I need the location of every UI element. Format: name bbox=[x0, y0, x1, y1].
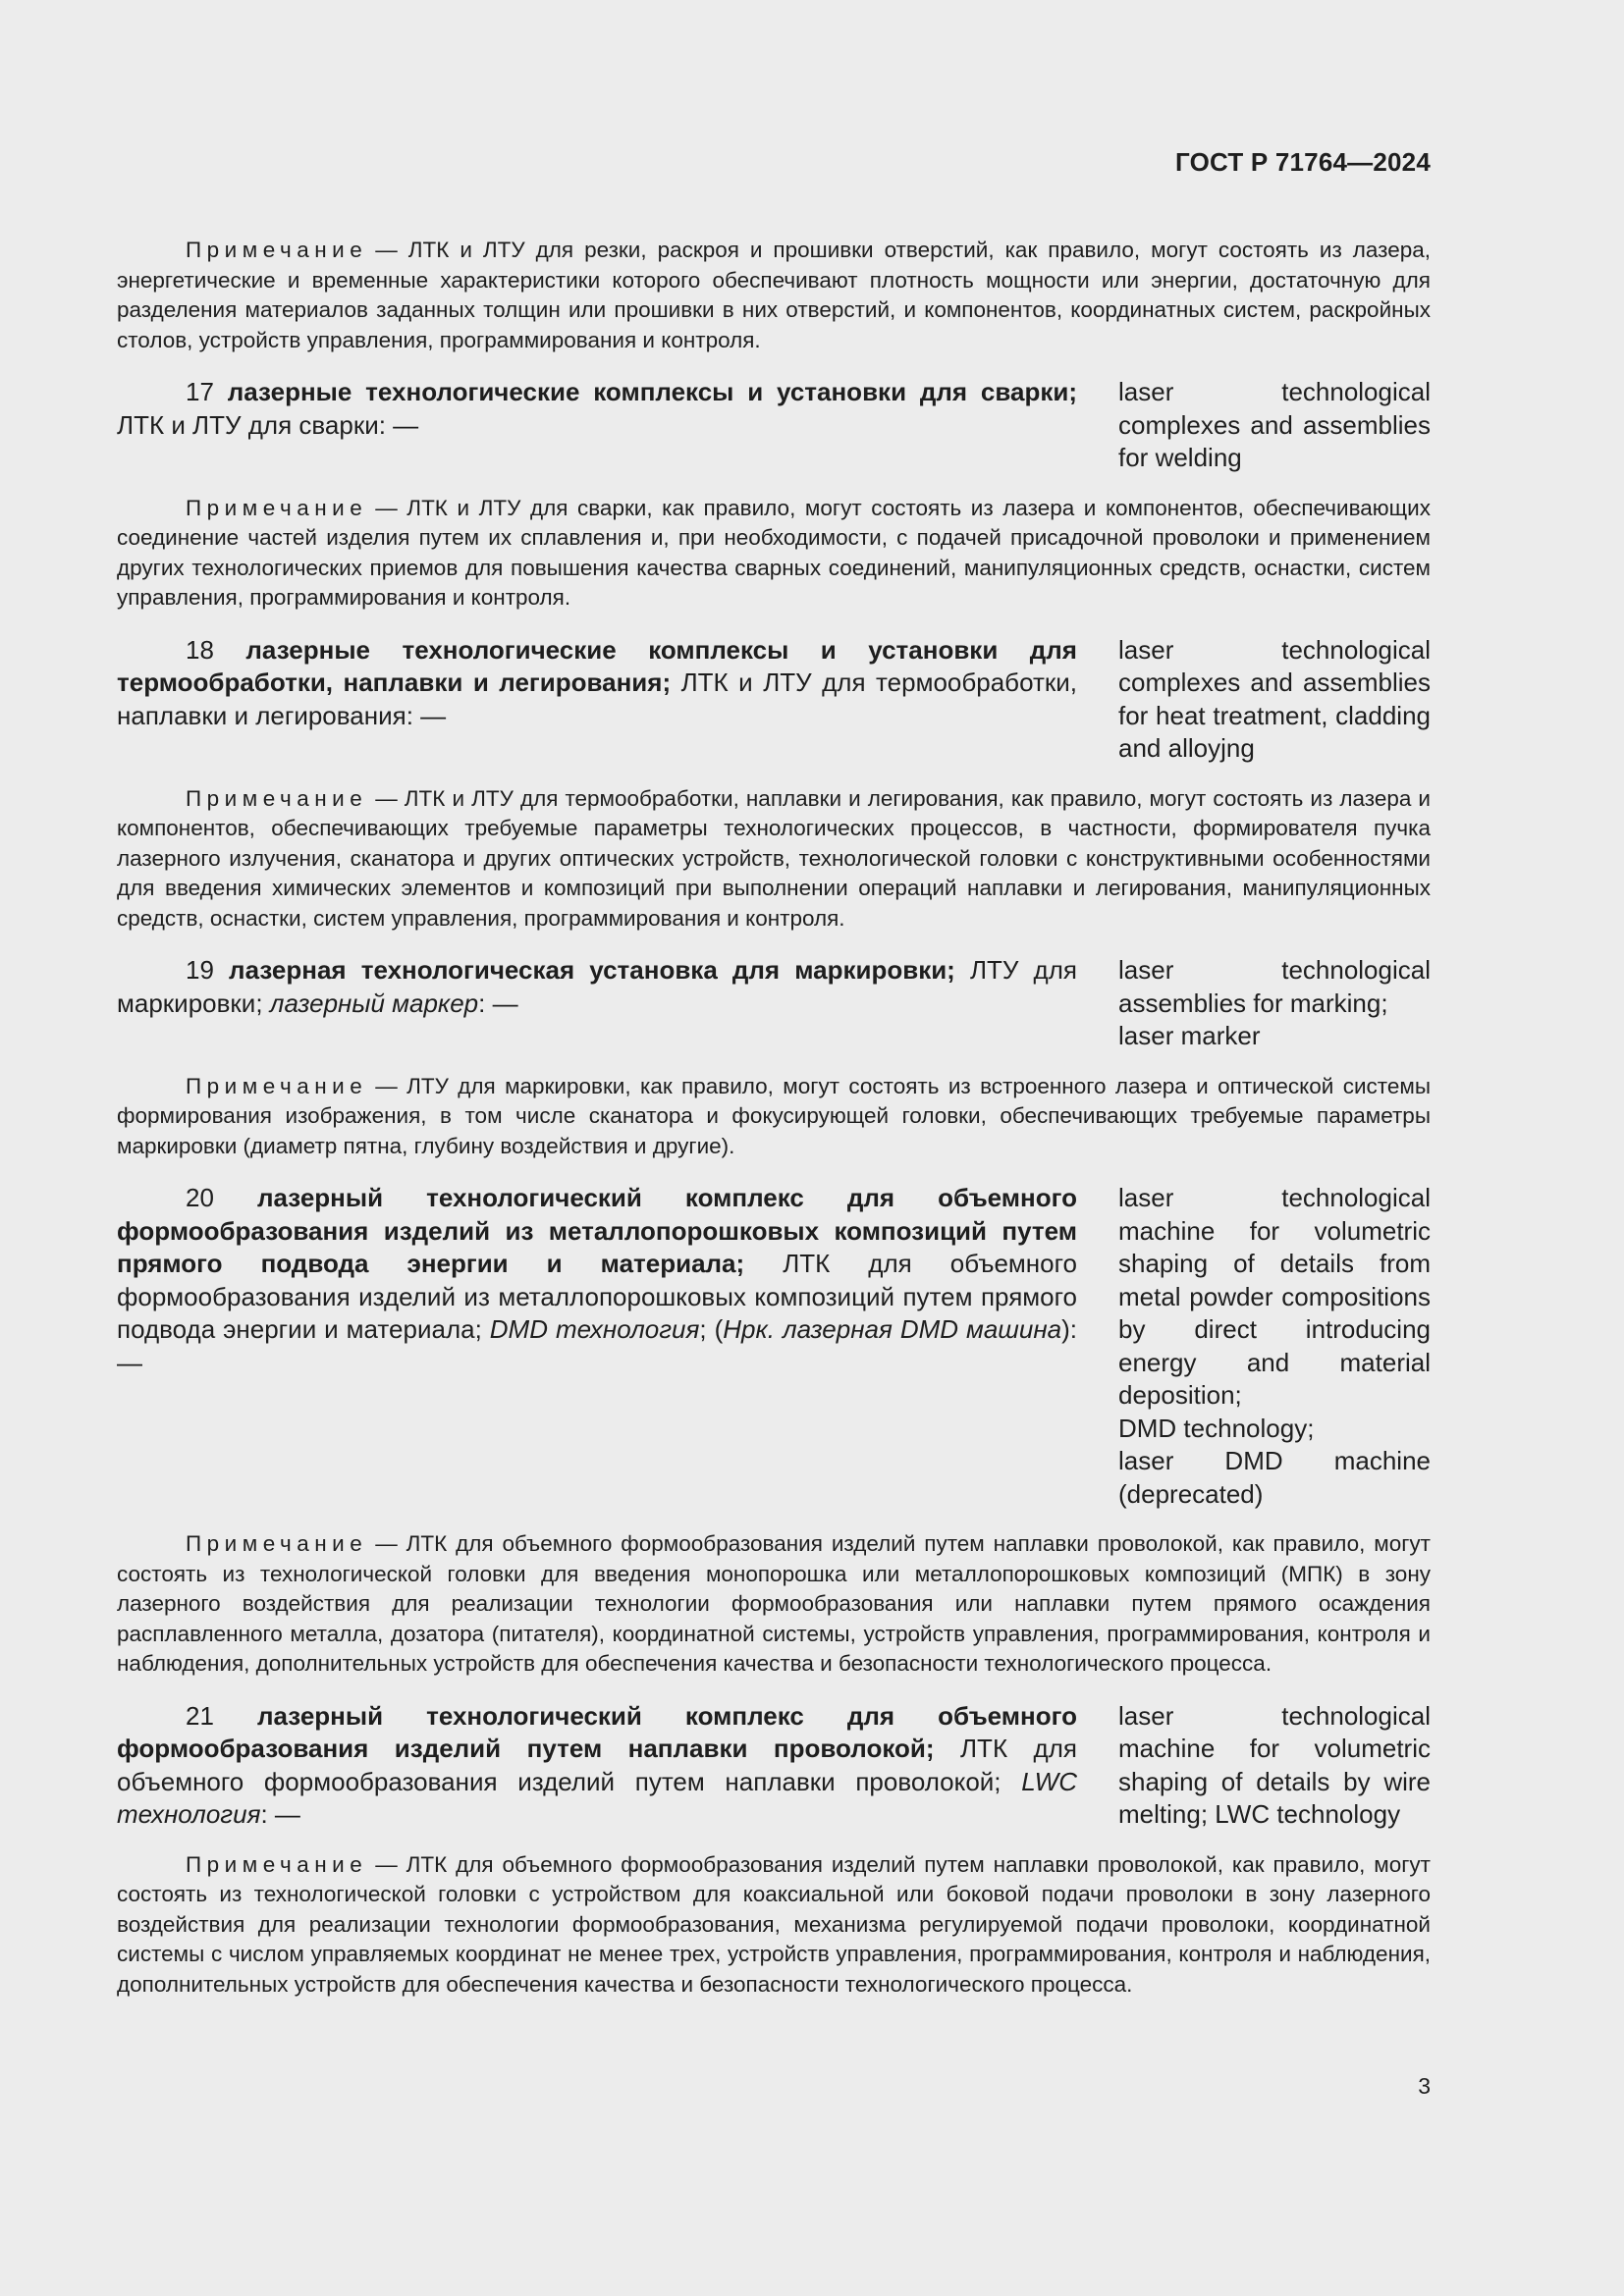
note-label: Примечание bbox=[186, 785, 368, 811]
note bbox=[117, 494, 1431, 614]
note-text: — ЛТК и ЛТУ для резки, раскроя и прошивки отверстий, как правило, могут состоять из лазера, энергетические и временные характеристики которого обеспечивают плотность мощности или энергии, достаточную для разделения материалов заданных толщин или прошивки в них отверстий, и компонентов, координатных систем, раскройных столов, устройств управления, программирования и контроля. bbox=[117, 238, 1431, 352]
term-en-line: laser technological machine for volumetric shaping of details by wire melting; LWC technology bbox=[1118, 1700, 1431, 1829]
term-title: лазерный технологический комплекс для объемного формообразования изделий из металлопорошковых композиций путем прямого подвода энергии и материала; bbox=[117, 1183, 1077, 1278]
term-entry bbox=[117, 954, 1431, 1053]
note-label: Примечание bbox=[186, 495, 368, 520]
term-ru bbox=[117, 376, 1077, 442]
term-title: лазерные технологические комплексы и установки для сварки; bbox=[227, 377, 1077, 406]
note-text: — ЛТК для объемного формообразования изделий путем наплавки проволокой, как правило, могут состоять из технологической головки для введения монопорошка или металлопорошковых композиций (МПК) в зону лазерного воздействия для реализации технологии формообразования или наплавки путем прямого осаждения расплавленного металла, дозатора (питателя), координатной системы, устройств управления, программирования, контроля и наблюдения, дополнительных устройств для обеспечения качества и безопасности технологического процесса. bbox=[117, 1531, 1431, 1676]
term-en-line: laser marker bbox=[1118, 1021, 1261, 1050]
note-text: — ЛТК для объемного формообразования изделий путем наплавки проволокой, как правило, могут состоять из технологической головки с устройством для коаксиальной или боковой подачи проволоки в зону лазерного воздействия для реализации технологии формообразования, механизма регулируемой подачи проволоки, координатной системы с числом управляемых координат не менее трех, устройств управления, программирования, контроля и наблюдения, дополнительных устройств для обеспечения качества и безопасности технологического процесса. bbox=[117, 1851, 1431, 1997]
term-en-line: laser technological complexes and assemblies for welding bbox=[1118, 377, 1431, 472]
term-tail: : — bbox=[478, 988, 518, 1018]
page-number: 3 bbox=[1418, 2073, 1431, 2099]
term-title: лазерный технологический комплекс для объемного формообразования изделий путем наплавки проволокой; bbox=[117, 1700, 1077, 1763]
document-body bbox=[117, 236, 1431, 2020]
term-en bbox=[1118, 634, 1431, 766]
term-en bbox=[1118, 1182, 1431, 1511]
term-en-line: laser technological assemblies for marking; bbox=[1118, 955, 1431, 1018]
term-number: 21 bbox=[186, 1700, 214, 1731]
term-number: 20 bbox=[186, 1183, 214, 1212]
note-text: — ЛТУ для маркировки, как правило, могут состоять из встроенного лазера и оптической системы формирования изображения, в том числе сканатора и фокусирующей головки, обеспечивающих требуемые параметры маркировки (диаметр пятна, глубину воздействия и другие). bbox=[117, 1073, 1431, 1158]
term-synonyms: ЛТК для объемного формообразования изделий из металлопорошковых композиций путем прямого подвода энергии и материала; bbox=[117, 1249, 1077, 1344]
term-synonyms: ЛТК и ЛТУ для термообработки, наплавки и легирования: — bbox=[117, 667, 1077, 730]
term-en bbox=[1118, 376, 1431, 475]
term-synonym-italic: LWC технология bbox=[117, 1766, 1077, 1829]
note bbox=[117, 236, 1431, 355]
term-ru bbox=[117, 1700, 1077, 1832]
term-entry bbox=[117, 1700, 1431, 1832]
term-synonyms: ЛТУ для маркировки; bbox=[117, 955, 1077, 1018]
term-title: лазерные технологические комплексы и установки для термообработки, наплавки и легирования; bbox=[117, 634, 1077, 697]
note-label: Примечание bbox=[186, 238, 368, 262]
term-en bbox=[1118, 954, 1431, 1053]
term-synonym-italic: DMD технология bbox=[489, 1314, 700, 1344]
term-tail: ): — bbox=[117, 1314, 1077, 1377]
term-entry bbox=[117, 1182, 1431, 1511]
term-en-line: DMD technology; bbox=[1118, 1413, 1315, 1443]
note bbox=[117, 784, 1431, 934]
term-tail: : — bbox=[260, 1799, 300, 1829]
term-number: 17 bbox=[186, 377, 214, 406]
note-text: — ЛТК и ЛТУ для термообработки, наплавки и легирования, как правило, могут состоять из лазера и компонентов, обеспечивающих требуемые параметры технологических процессов, в частности, формирователя пучка лазерного излучения, сканатора и других оптических устройств, технологической головки с конструктивными особенностями для введения химических элементов и композиций при выполнении операций наплавки и легирования, манипуляционных средств, оснастки, систем управления, программирования и контроля. bbox=[117, 785, 1431, 931]
term-synonym-italic: лазерный маркер bbox=[269, 988, 479, 1018]
term-entry bbox=[117, 634, 1431, 766]
term-number: 18 bbox=[186, 634, 214, 665]
note bbox=[117, 1850, 1431, 2001]
note bbox=[117, 1072, 1431, 1162]
term-en bbox=[1118, 1700, 1431, 1832]
term-separator: ; ( bbox=[699, 1314, 724, 1344]
term-synonyms: ЛТК и ЛТУ для сварки: — bbox=[117, 409, 419, 440]
note-text: — ЛТК и ЛТУ для сварки, как правило, могут состоять из лазера и компонентов, обеспечивающих соединение частей изделия путем их сплавления и, при необходимости, с подачей присадочной проволоки и применением других технологических приемов для повышения качества сварных соединений, манипуляционных средств, оснастки, систем управления, программирования и контроля. bbox=[117, 495, 1431, 610]
note bbox=[117, 1529, 1431, 1680]
note-label: Примечание bbox=[186, 1073, 368, 1098]
note-label: Примечание bbox=[186, 1531, 368, 1556]
note-label: Примечание bbox=[186, 1851, 368, 1877]
term-title: лазерная технологическая установка для маркировки; bbox=[229, 955, 955, 985]
term-deprecated-italic: Нрк. лазерная DMD машина bbox=[723, 1314, 1062, 1344]
term-ru bbox=[117, 1182, 1077, 1379]
term-entry bbox=[117, 376, 1431, 475]
term-ru bbox=[117, 954, 1077, 1020]
standard-designation: ГОСТ Р 71764—2024 bbox=[1175, 147, 1431, 177]
term-en-line: laser DMD machine (deprecated) bbox=[1118, 1446, 1431, 1509]
term-en-line: laser technological complexes and assemblies for heat treatment, cladding and alloyjng bbox=[1118, 634, 1431, 763]
term-ru bbox=[117, 634, 1077, 733]
term-number: 19 bbox=[186, 955, 214, 985]
term-en-line: laser technological machine for volumetric shaping of details from metal powder compositions by direct introducing energy and material deposition; bbox=[1118, 1183, 1431, 1410]
term-synonyms: ЛТК для объемного формообразования изделий путем наплавки проволокой; bbox=[117, 1734, 1077, 1796]
